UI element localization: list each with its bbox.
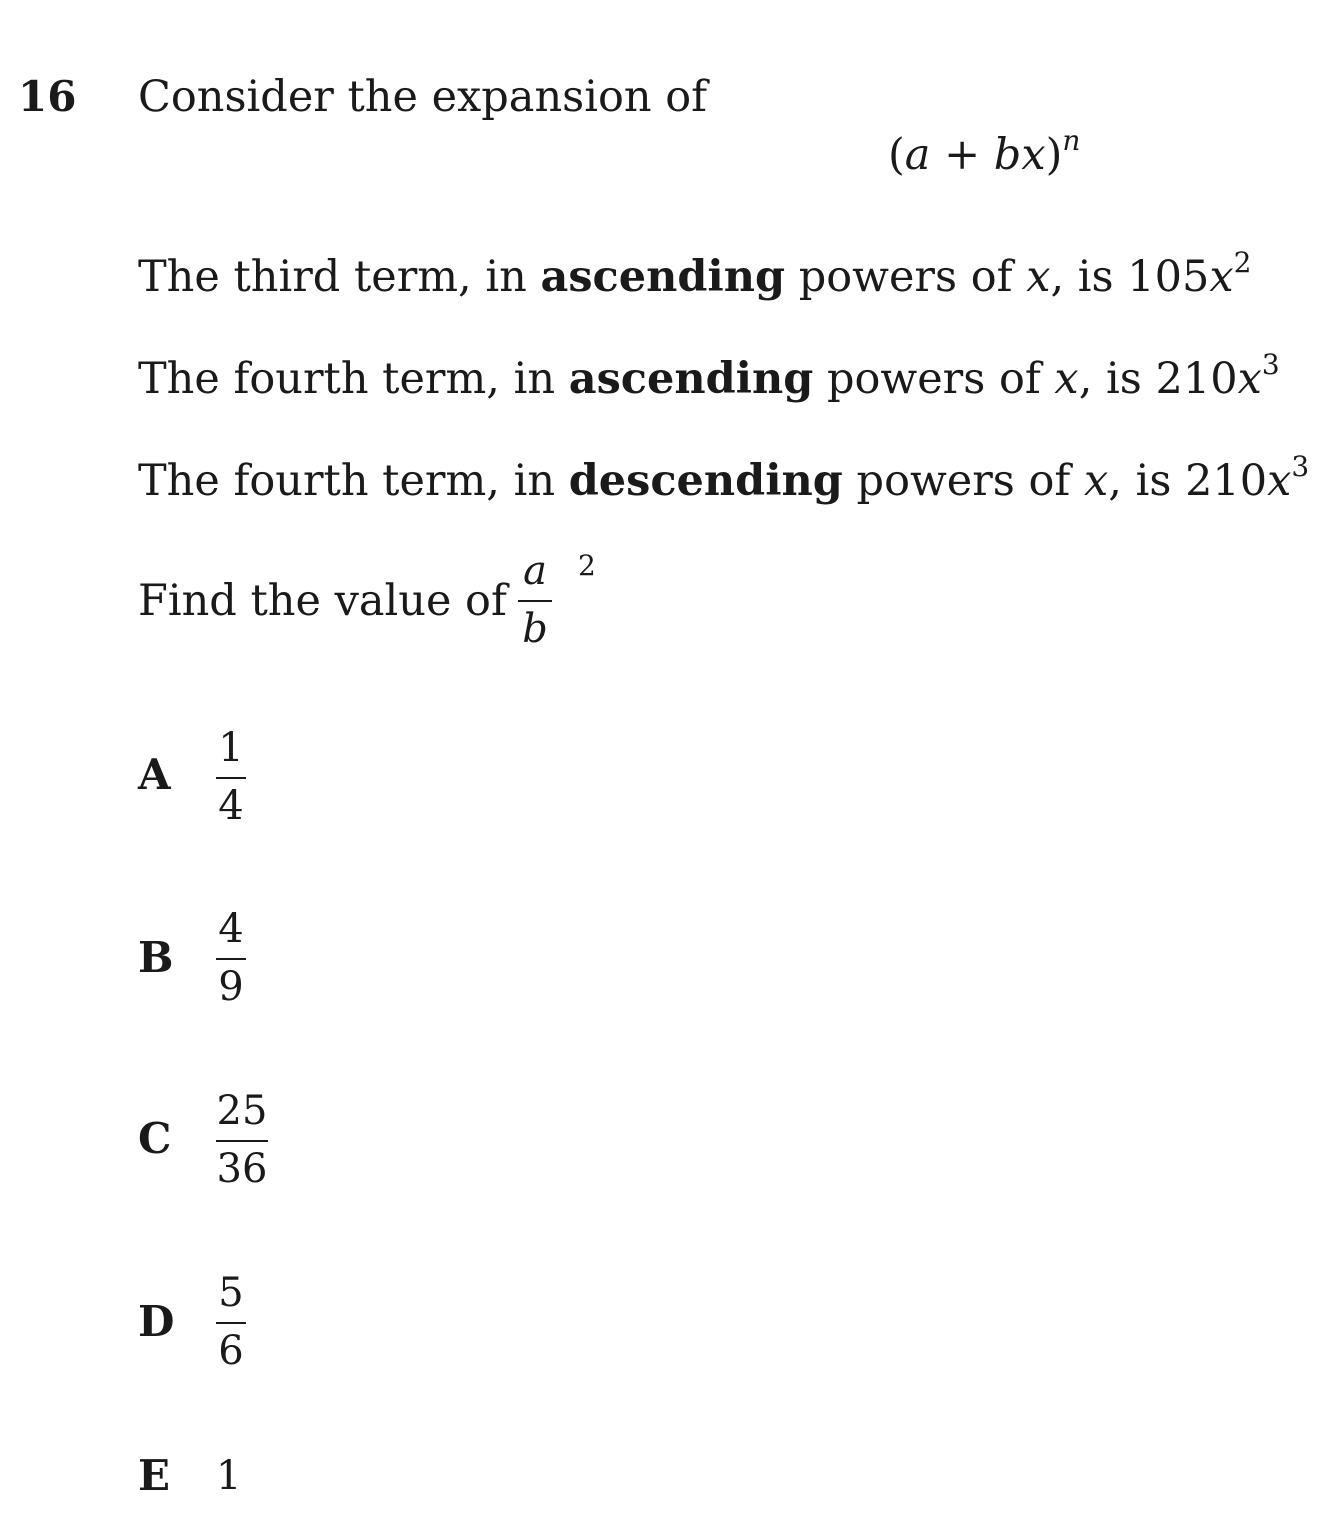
fraction-numerator: a [523, 548, 547, 594]
statement-var: x [1026, 252, 1051, 302]
option-d-letter[interactable]: D [138, 1297, 175, 1346]
option-c-letter[interactable]: C [138, 1114, 172, 1163]
statement-var: x [1054, 354, 1079, 404]
statement-prefix: The fourth term, in [138, 354, 556, 404]
option-a-value[interactable] [216, 725, 246, 829]
expr-open-paren: ( [888, 130, 905, 180]
fraction-denominator: 36 [216, 1146, 268, 1192]
fraction-bar [216, 1322, 246, 1324]
statement-2 [138, 347, 1280, 404]
fraction-denominator: 6 [218, 1328, 244, 1374]
find-text: Find the value of [138, 576, 507, 626]
statement-prefix: The fourth term, in [138, 456, 556, 506]
statement-keyword: ascending [540, 252, 786, 302]
find-exponent: 2 [578, 549, 596, 582]
fraction-numerator: 4 [218, 906, 244, 952]
option-e-letter[interactable]: E [138, 1451, 171, 1500]
fraction-denominator: 4 [218, 783, 244, 829]
statement-keyword: descending [568, 456, 843, 506]
statement-middle: powers of [826, 354, 1041, 404]
fraction-bar [216, 958, 246, 960]
question-intro: Consider the expansion of [138, 72, 708, 122]
statement-prefix: The third term, in [138, 252, 527, 302]
fraction-denominator: b [522, 606, 548, 652]
option-d-value[interactable] [216, 1270, 246, 1374]
statement-1 [138, 245, 1252, 302]
statement-suffix: , is 210 [1078, 354, 1238, 404]
option-a-letter[interactable]: A [138, 750, 171, 799]
expr-x: x [1021, 130, 1046, 180]
fraction-numerator: 1 [218, 725, 244, 771]
fraction-bar [518, 600, 552, 602]
fraction-numerator: 25 [216, 1088, 268, 1134]
fraction-numerator: 5 [218, 1270, 244, 1316]
statement-term-var: x [1267, 456, 1292, 506]
expr-power: n [1062, 123, 1081, 157]
statement-exponent: 2 [1233, 245, 1252, 279]
statement-keyword: ascending [568, 354, 814, 404]
fraction-denominator: 9 [218, 964, 244, 1010]
find-fraction [518, 548, 552, 652]
expr-b: b [993, 130, 1022, 180]
expr-plus: + [944, 130, 981, 180]
option-b-value[interactable] [216, 906, 246, 1010]
statement-suffix: , is 105 [1050, 252, 1210, 302]
statement-exponent: 3 [1291, 449, 1310, 483]
statement-term-var: x [1237, 354, 1262, 404]
option-e-value[interactable]: 1 [216, 1453, 242, 1499]
question-number: 16 [18, 72, 77, 121]
expr-a: a [904, 130, 931, 180]
statement-var: x [1083, 456, 1109, 506]
expr-close-paren: ) [1045, 130, 1063, 180]
statement-suffix: , is 210 [1108, 456, 1268, 506]
statement-3 [138, 449, 1310, 506]
option-b-letter[interactable]: B [138, 933, 174, 982]
statement-term-var: x [1209, 252, 1234, 302]
option-c-value[interactable] [216, 1088, 268, 1192]
fraction-bar [216, 777, 246, 779]
statement-middle: powers of [856, 456, 1071, 506]
statement-middle: powers of [798, 252, 1013, 302]
fraction-bar [216, 1140, 268, 1142]
statement-exponent: 3 [1261, 347, 1280, 381]
expansion-expression [888, 123, 1081, 180]
